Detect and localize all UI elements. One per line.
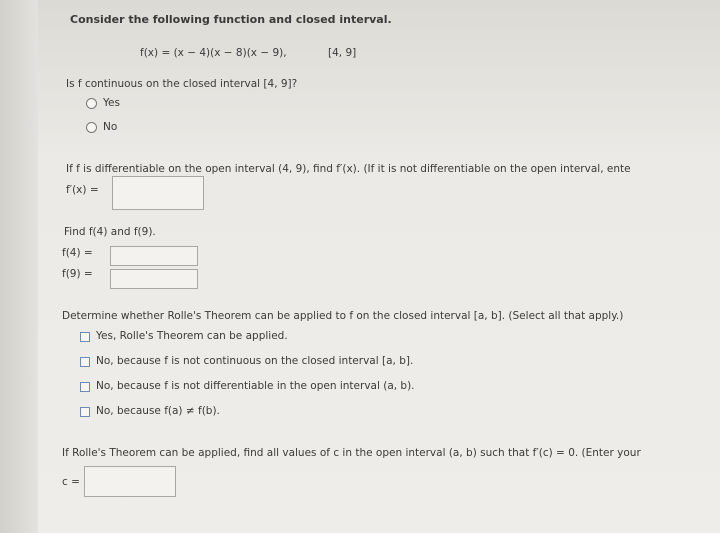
derivative-input[interactable] [112,176,204,210]
radio-no[interactable] [86,122,97,133]
c-input[interactable] [84,466,176,497]
derivative-question: If f is differentiable on the open interval (4, 9), find f′(x). (If it is not differentiable on the open interval, ente [66,163,631,175]
radio-yes-label: Yes [103,97,120,109]
f9-label: f(9) = [62,268,93,280]
find-values-prompt: Find f(4) and f(9). [64,226,156,238]
left-margin [0,0,38,533]
rolle-option-not-continuous: No, because f is not continuous on the closed interval [a, b]. [96,355,414,367]
find-c-question: If Rolle's Theorem can be applied, find all values of c in the open interval (a, b) such that f′(c) = 0. (Enter your [62,447,641,459]
checkbox-not-differentiable[interactable] [80,382,90,392]
intro-text: Consider the following function and closed interval. [70,13,392,26]
continuity-question: Is f continuous on the closed interval [4, 9]? [66,78,298,90]
rolle-question: Determine whether Rolle's Theorem can be applied to f on the closed interval [a, b]. (Select all that apply.) [62,310,624,322]
f9-input[interactable] [110,269,198,289]
interval-text: [4, 9] [328,47,357,59]
c-label: c = [62,476,80,488]
rolle-option-not-differentiable: No, because f is not differentiable in the open interval (a, b). [96,380,415,392]
function-expression: f(x) = (x − 4)(x − 8)(x − 9), [140,47,287,59]
f4-label: f(4) = [62,247,93,259]
checkbox-rolle-yes[interactable] [80,332,90,342]
radio-yes[interactable] [86,98,97,109]
rolle-option-endpoints-unequal: No, because f(a) ≠ f(b). [96,405,220,417]
checkbox-endpoints-unequal[interactable] [80,407,90,417]
checkbox-not-continuous[interactable] [80,357,90,367]
f4-input[interactable] [110,246,198,266]
derivative-label: f′(x) = [66,184,99,196]
radio-no-label: No [103,121,118,133]
rolle-option-yes: Yes, Rolle's Theorem can be applied. [96,330,288,342]
